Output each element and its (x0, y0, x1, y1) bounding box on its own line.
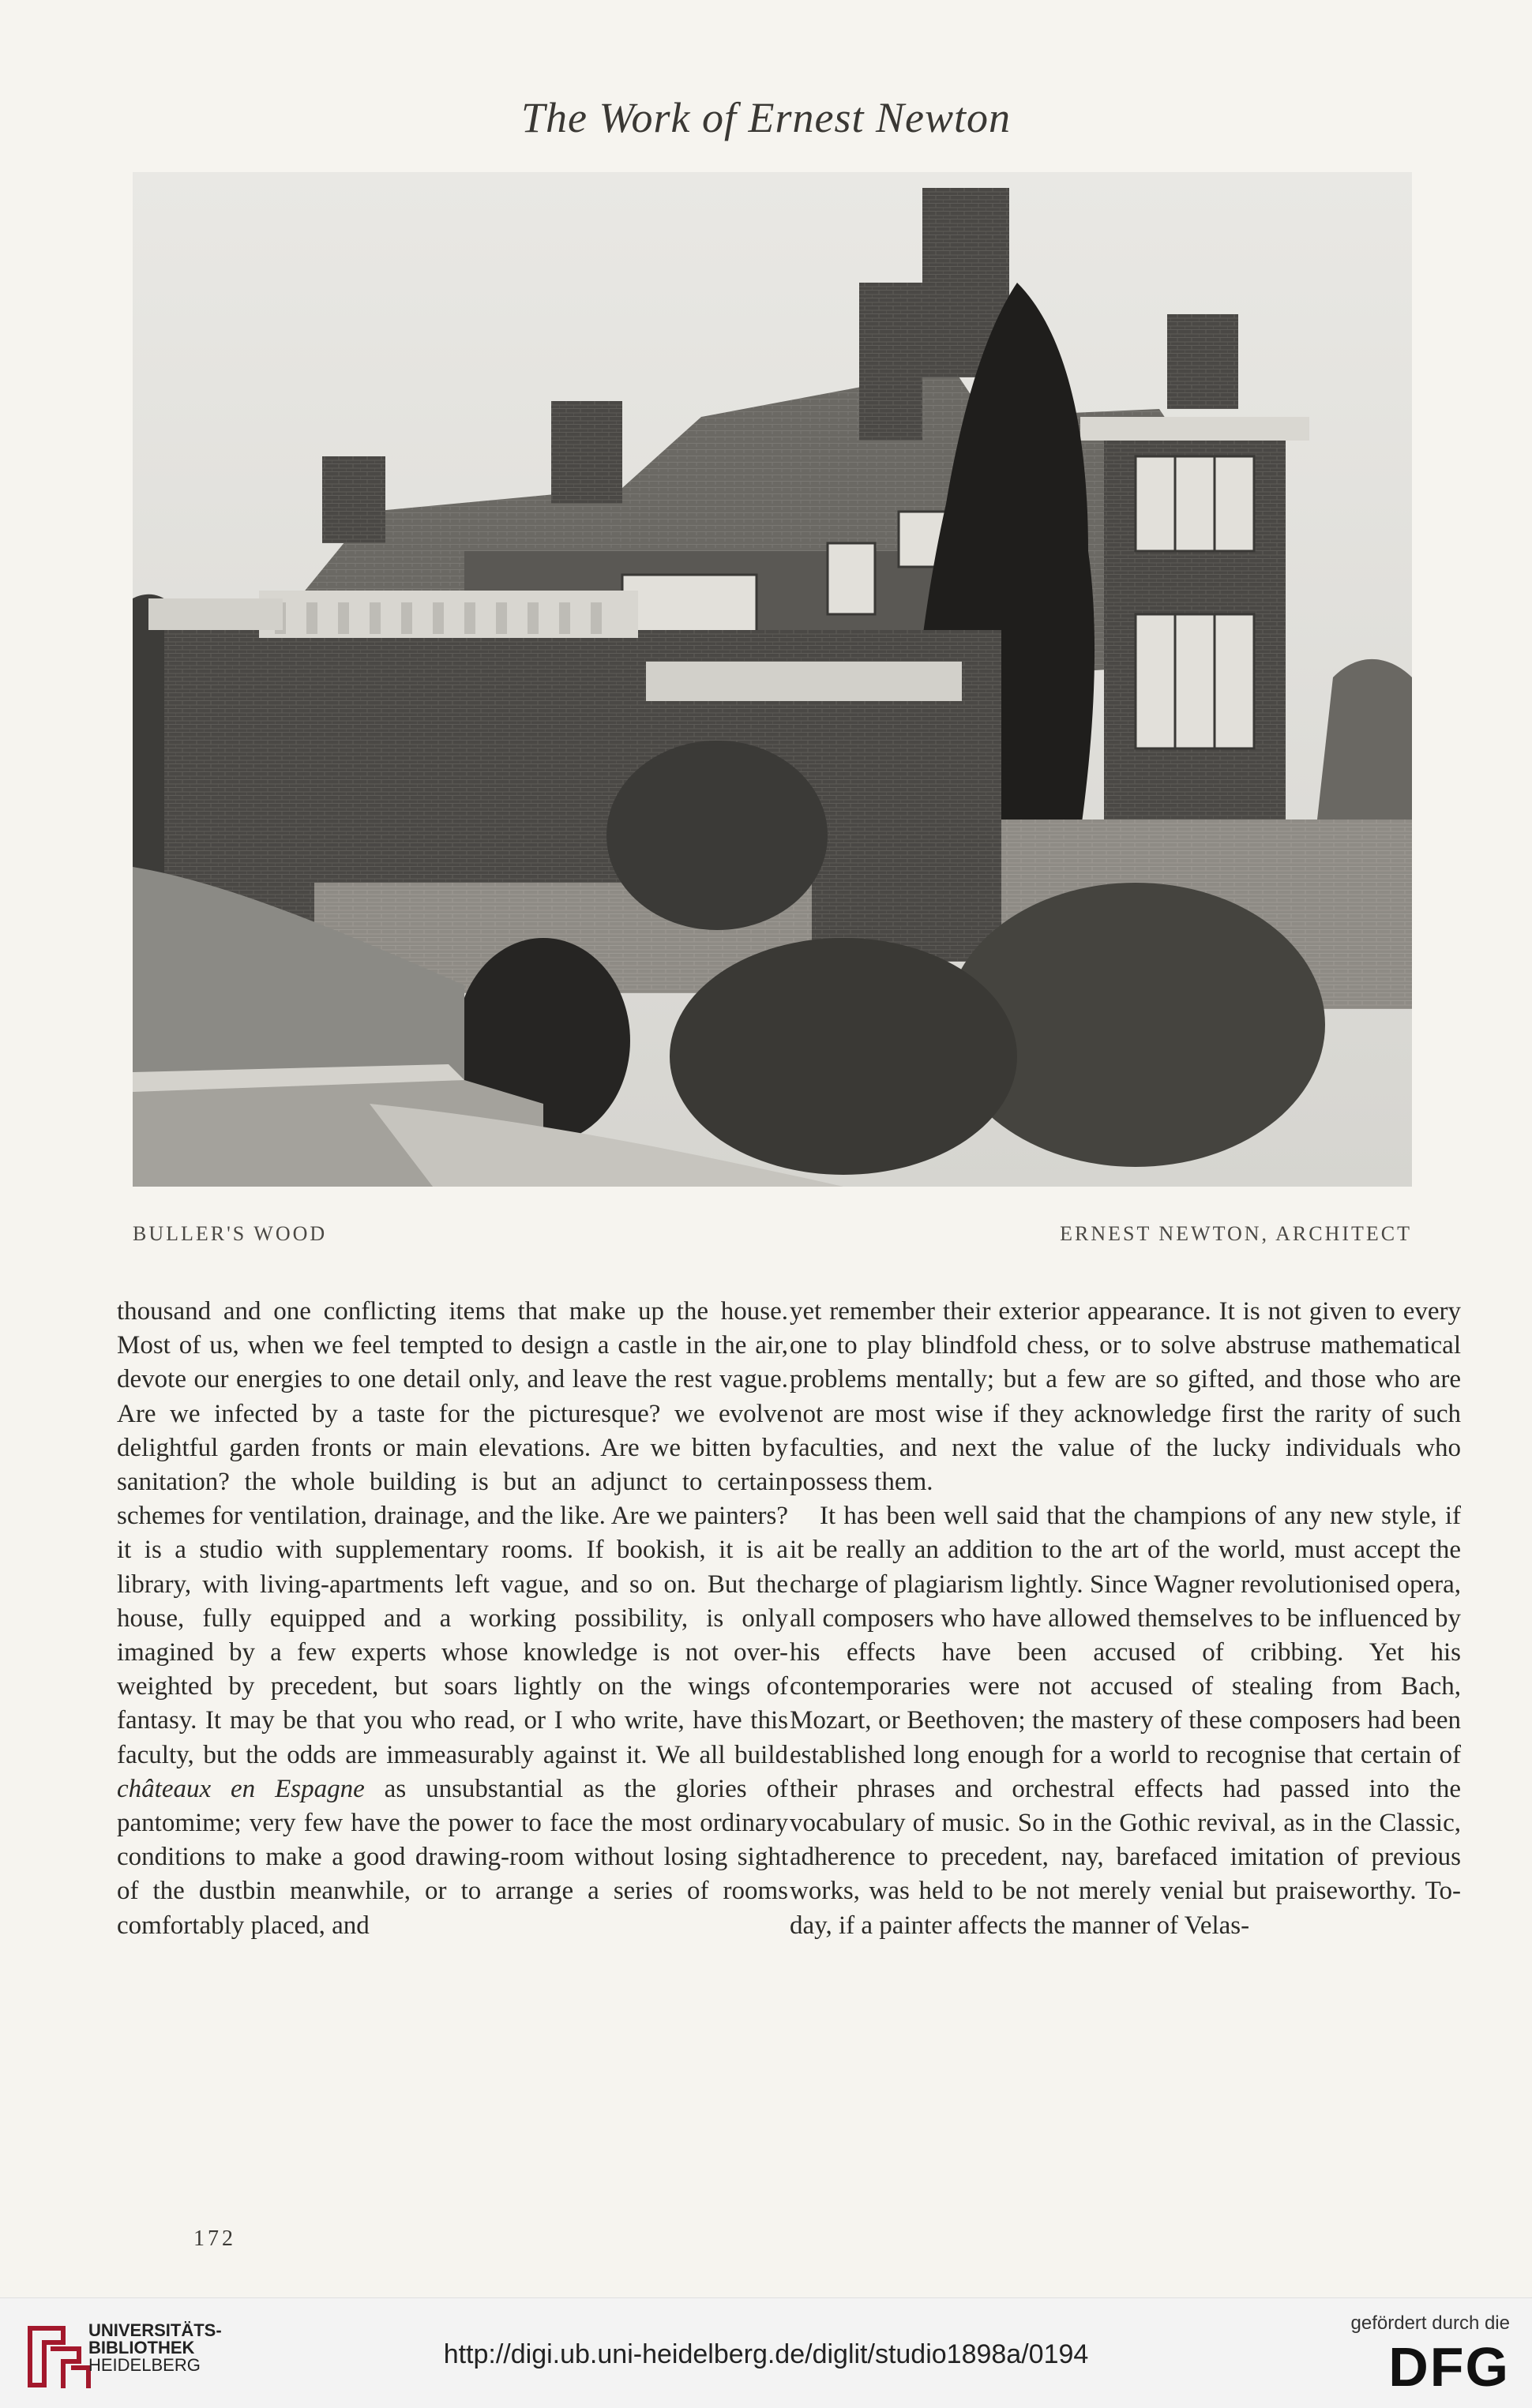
permalink-url[interactable]: http://digi.ub.uni-heidelberg.de/diglit/studio1898a/0194 (443, 2339, 1089, 2369)
italic-text-run: châteaux en Espagne (117, 1774, 365, 1803)
plate-caption-credit: ERNEST NEWTON, ARCHITECT (1060, 1222, 1412, 1245)
text-run: as unsubstantial as the glories of pantomime; very few have the power to face the most ordinary conditions to make a good drawing-room without losing sight of the dustbin meanwhile, or to arrange a series of rooms comfortably placed, and (117, 1774, 788, 1940)
photo-plate (133, 172, 1412, 1187)
page-number: 172 (193, 2226, 236, 2251)
library-name-line: BIBLIOTHEK (88, 2338, 195, 2357)
paragraph (117, 1295, 788, 1943)
paragraph: yet remember their exterior appearance. It is not given to every one to play blindfold chess, or to solve abstruse mathematical problems mentally; but a few are so gifted, and those who are not are most wise if they acknowledge first the rarity of such faculties, and next the value of the lucky individuals who possess them. (790, 1297, 1461, 1497)
paragraph: It has been well said that the champions of any new style, if it be really an addition to the art of the world, must accept the charge of plagiarism lightly. Since Wagner revolutionised opera, all composers who have allowed themselves to be influenced by his effects have been accused of cribbing. Yet his contemporaries were not accused of stealing from Bach, Mozart, or Beethoven; the mastery of these composers had been established long enough for a world to recognise that certain of their phrases and orchestral effects had passed into the vocabulary of music. So in the Gothic revival, as in the Classic, adherence to precedent, nay, barefaced imitation of previous works, was held to be not merely venial but praiseworthy. To-day, if a painter affects the manner of Velas- (790, 1502, 1461, 1940)
funder-block (1305, 2312, 1510, 2398)
footer-bar (0, 2297, 1532, 2408)
running-head: The Work of Ernest Newton (520, 94, 1011, 141)
library-name-line: HEIDELBERG (88, 2355, 201, 2375)
house-photograph (133, 172, 1412, 1187)
library-name-line: UNIVERSITÄTS- (88, 2320, 222, 2340)
plate-caption-title: BULLER'S WOOD (133, 1222, 328, 1245)
text-column-right (790, 1295, 1461, 1943)
text-run: thousand and one conflicting items that make up the house. Most of us, when we feel tempted to design a castle in the air, devote our energies to one detail only, and leave the rest vague. Are we infected by a taste for the picturesque? we evolve delightful garden fronts or main elevations. Are we bitten by sanitation? the whole building is but an adjunct to certain schemes for ventilation, drainage, and the like. Are we painters? it is a studio with supplementary rooms. If bookish, it is a library, with living-apartments left vague, and so on. But the house, fully equipped and a working possibility, is only imagined by a few experts whose knowledge is not over-weighted by precedent, but soars lightly on the wings of fantasy. It may be that you who read, or I who write, have this faculty, but the odds are immeasurably against it. We all build (117, 1297, 788, 1769)
dfg-logo: DFG (1388, 2336, 1510, 2398)
funding-note: gefördert durch die (1350, 2312, 1510, 2334)
text-column-left (117, 1295, 788, 1943)
